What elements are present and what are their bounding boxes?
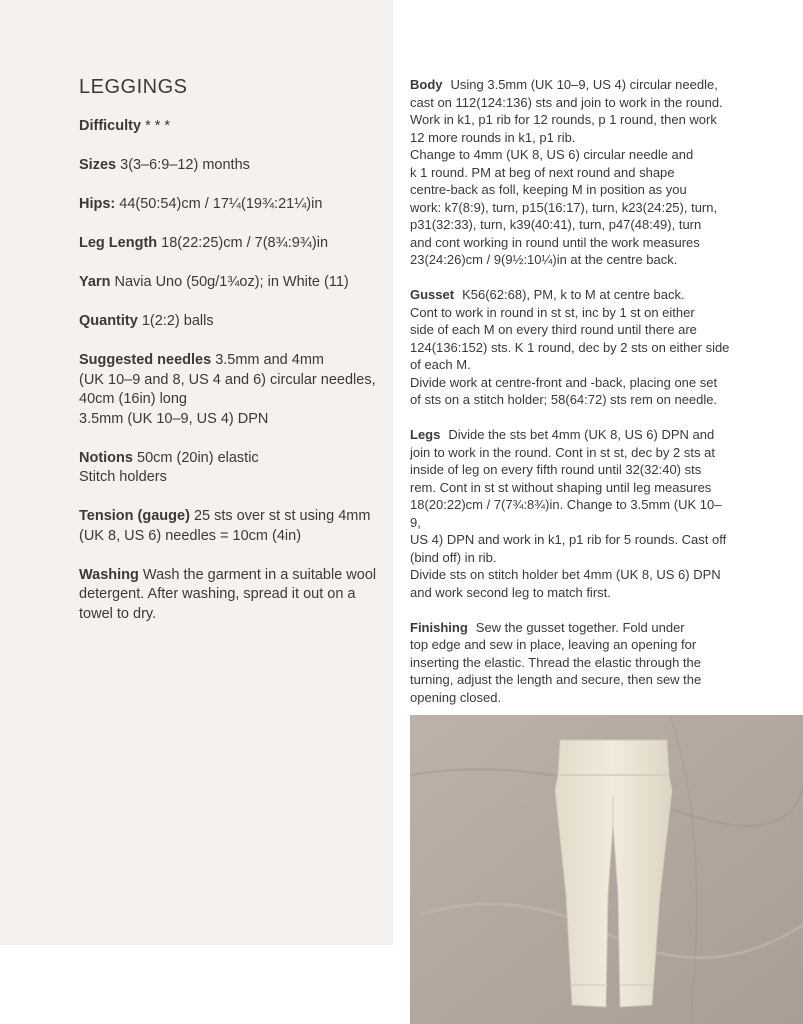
section-text: 18(20:22)cm / 7(7¾:8¾)in. Change to 3.5mm (UK 10–9, — [410, 497, 722, 530]
spec-label: Hips: — [79, 196, 116, 212]
section-text: and work second leg to match first. — [410, 584, 611, 600]
section-first-line — [410, 426, 730, 444]
section-finishing — [410, 619, 730, 707]
pattern-title: LEGGINGS — [79, 76, 188, 98]
section-text: 23(24:26)cm / 9(9½:10¼)in at the centre back. — [410, 252, 678, 267]
spec-item — [79, 195, 379, 215]
spec-value: 18(22:25)cm / 7(8¾:9¾)in — [161, 235, 329, 251]
section-text: Change to 4mm (UK 8, US 6) circular needle and — [410, 147, 694, 162]
section-text: Divide work at centre-front and -back, placing one set — [410, 374, 718, 390]
section-text: cast on 112(124:136) sts and join to work in the round. — [410, 94, 723, 110]
instructions-column — [410, 76, 730, 724]
section-text: of sts on a stitch holder; 58(64:72) sts rem on needle. — [410, 392, 718, 407]
section-text: inside of leg on every fifth round until 32(32:40) sts — [410, 462, 702, 477]
section-text: inserting the elastic. Thread the elastic through the — [410, 654, 701, 670]
section-text: Cont to work in round in st st, inc by 1 st on either — [410, 304, 695, 320]
spec-value: 3(3–6:9–12) months — [120, 157, 250, 173]
spec-label: Leg Length — [79, 235, 158, 251]
section-gusset — [410, 286, 730, 409]
section-text: work: k7(8:9), turn, p15(16:17), turn, k23(24:25), turn, — [410, 199, 718, 215]
spec-item — [79, 273, 379, 293]
spec-value: detergent. After washing, spread it out on a — [79, 586, 356, 602]
spec-value: 44(50:54)cm / 17¼(19¾:21¼)in — [119, 196, 323, 212]
section-heading: Body — [410, 77, 443, 92]
section-text: side of each M on every third round until there are — [410, 322, 697, 337]
spec-label: Washing — [79, 566, 139, 583]
spec-label: Suggested needles — [79, 352, 212, 368]
left-info-panel — [0, 0, 393, 945]
section-text: 124(136:152) sts. K 1 round, dec by 2 sts on either side — [410, 339, 730, 355]
section-text: turning, adjust the length and secure, then sew the — [410, 672, 702, 687]
spec-label: Yarn — [79, 274, 111, 290]
section-text: US 4) DPN and work in k1, p1 rib for 5 rounds. Cast off — [410, 532, 727, 547]
spec-item — [79, 117, 379, 137]
spec-value: 25 sts over st st using 4mm — [193, 508, 371, 524]
section-first-line — [410, 286, 730, 304]
section-body — [410, 76, 730, 269]
spec-item — [79, 507, 379, 546]
spec-item — [79, 351, 379, 429]
section-heading: Gusset — [410, 287, 455, 302]
spec-item — [79, 449, 379, 488]
garment-photo — [410, 715, 803, 1024]
spec-value: (UK 8, US 6) needles = 10cm (4in) — [79, 527, 302, 544]
spec-item — [79, 566, 379, 625]
section-first-line — [410, 76, 730, 94]
section-text: Work in k1, p1 rib for 12 rounds, p 1 round, then work — [410, 112, 717, 127]
section-text: centre-back as foll, keeping M in position as you — [410, 182, 687, 197]
spec-value: * * * — [145, 118, 171, 134]
spec-value: Wash the garment in a suitable wool — [142, 566, 377, 583]
spec-label: Quantity — [79, 313, 138, 329]
section-text: of each M. — [410, 357, 471, 372]
section-legs — [410, 426, 730, 601]
spec-label: Tension (gauge) — [79, 508, 190, 524]
section-text: Sew the gusset together. Fold under — [475, 619, 685, 635]
section-text: (bind off) in rib. — [410, 549, 497, 565]
spec-value: 40cm (16in) long — [79, 391, 187, 407]
spec-value: Stitch holders — [79, 469, 167, 485]
spec-label: Notions — [79, 449, 133, 466]
spec-item — [79, 312, 379, 332]
section-text: Divide the sts bet 4mm (UK 8, US 6) DPN and — [448, 427, 715, 442]
spec-value: 50cm (20in) elastic — [137, 449, 259, 466]
section-text: and cont working in round until the work measures — [410, 234, 700, 250]
spec-value: Navia Uno (50g/1¾oz); in White (11) — [114, 274, 349, 290]
section-text: 12 more rounds in k1, p1 rib. — [410, 129, 576, 145]
spec-item — [79, 234, 379, 254]
section-text: top edge and sew in place, leaving an opening for — [410, 637, 697, 652]
section-text: k 1 round. PM at beg of next round and shape — [410, 164, 675, 180]
spec-value: 3.5mm and 4mm — [215, 352, 324, 368]
section-text: Using 3.5mm (UK 10–9, US 4) circular needle, — [450, 77, 718, 92]
section-text: p31(32:33), turn, k39(40:41), turn, p47(48:49), turn — [410, 217, 702, 232]
spec-value: 3.5mm (UK 10–9, US 4) DPN — [79, 410, 269, 427]
section-heading: Finishing — [410, 619, 468, 635]
section-first-line — [410, 619, 730, 637]
section-text: join to work in the round. Cont in st st, dec by 2 sts at — [410, 444, 715, 460]
section-text: rem. Cont in st st without shaping until leg measures — [410, 479, 712, 495]
spec-label: Sizes — [79, 157, 117, 173]
section-heading: Legs — [410, 427, 441, 442]
specs-container — [79, 117, 379, 624]
section-text: opening closed. — [410, 689, 502, 705]
spec-value: (UK 10–9 and 8, US 4 and 6) circular needles, — [79, 371, 376, 388]
section-text: K56(62:68), PM, k to M at centre back. — [462, 287, 685, 302]
spec-item — [79, 156, 379, 176]
spec-label: Difficulty — [79, 118, 142, 134]
spec-value: 1(2:2) balls — [141, 313, 214, 329]
specs-list — [79, 76, 379, 644]
spec-value: towel to dry. — [79, 605, 157, 622]
section-text: Divide sts on stitch holder bet 4mm (UK 8, US 6) DPN — [410, 567, 721, 582]
